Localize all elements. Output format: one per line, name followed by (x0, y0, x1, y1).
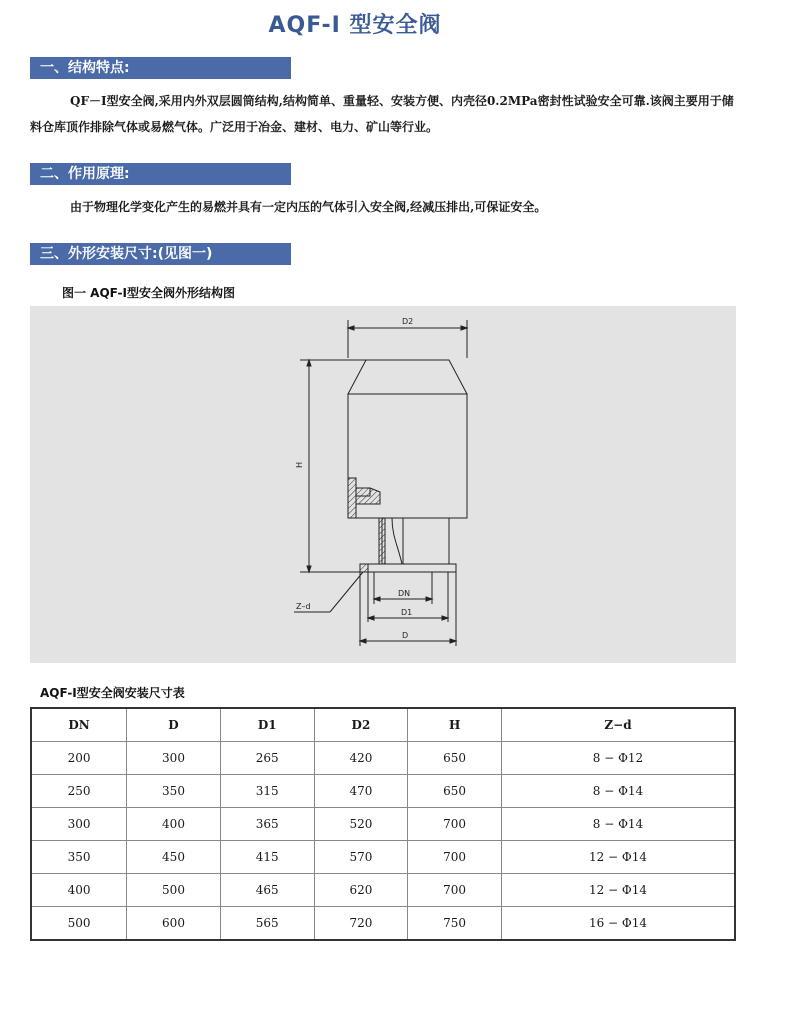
label-d2: D2 (402, 317, 414, 326)
table-row (31, 907, 735, 941)
cell: 570 (314, 841, 408, 874)
page-title: AQF-Ⅰ 型安全阀 (268, 13, 442, 38)
label-d1: D1 (401, 608, 413, 617)
cell: 8 − Φ14 (501, 808, 735, 841)
cell: 365 (220, 808, 314, 841)
header-dn: DN (31, 708, 127, 742)
figure-caption: 图一 AQF-Ⅰ型安全阀外形结构图 (62, 286, 235, 300)
section-heading-principle: 二、作用原理: (30, 163, 291, 185)
header-zd: Z−d (501, 708, 735, 742)
cell: 12 − Φ14 (501, 841, 735, 874)
cell: 16 − Φ14 (501, 907, 735, 941)
cell: 650 (408, 742, 502, 775)
principle-paragraph (30, 194, 740, 220)
cell: 520 (314, 808, 408, 841)
label-dn: DN (398, 589, 411, 598)
header-h: H (408, 708, 502, 742)
cell: 565 (220, 907, 314, 941)
table-row (31, 874, 735, 907)
table-caption: AQF-Ⅰ型安全阀安装尺寸表 (40, 686, 185, 700)
label-d: D (402, 631, 409, 640)
cell: 265 (220, 742, 314, 775)
cell: 420 (314, 742, 408, 775)
cell: 450 (127, 841, 221, 874)
table-row (31, 841, 735, 874)
cell: 250 (31, 775, 127, 808)
cell: 300 (127, 742, 221, 775)
header-d2: D2 (314, 708, 408, 742)
cell: 12 − Φ14 (501, 874, 735, 907)
cell: 500 (31, 907, 127, 941)
header-d: D (127, 708, 221, 742)
cell: 415 (220, 841, 314, 874)
table-header-row (31, 708, 735, 742)
structure-paragraph (30, 88, 740, 140)
cell: 650 (408, 775, 502, 808)
cell: 315 (220, 775, 314, 808)
principle-text: 由于物理化学变化产生的易燃并具有一定内压的气体引入安全阀,经减压排出,可保证安全。 (70, 200, 547, 214)
cell: 400 (31, 874, 127, 907)
table-row (31, 808, 735, 841)
cell: 300 (31, 808, 127, 841)
cell: 500 (127, 874, 221, 907)
cell: 8 − Φ14 (501, 775, 735, 808)
cell: 200 (31, 742, 127, 775)
cell: 620 (314, 874, 408, 907)
cell: 465 (220, 874, 314, 907)
cell: 700 (408, 841, 502, 874)
valve-drawing (30, 306, 736, 663)
cell: 400 (127, 808, 221, 841)
valve-diagram (30, 306, 736, 663)
structure-text: QF－Ⅰ型安全阀,采用内外双层圆筒结构,结构简单、重量轻、安装方便、内壳径0.2MPa密封性试验安全可靠.该阀主要用于储料仓库顶作排除气体或易燃气体。广泛用于冶金、建材、电力、矿山等行业。 (30, 94, 734, 134)
cell: 600 (127, 907, 221, 941)
header-d1: D1 (220, 708, 314, 742)
cell: 350 (31, 841, 127, 874)
cell: 8 − Φ12 (501, 742, 735, 775)
cell: 720 (314, 907, 408, 941)
label-h: H (295, 461, 304, 468)
cell: 700 (408, 808, 502, 841)
section-heading-structure: 一、结构特点: (30, 57, 291, 79)
cell: 750 (408, 907, 502, 941)
section-heading-dimensions: 三、外形安装尺寸:(见图一) (30, 243, 291, 265)
table-row (31, 742, 735, 775)
label-zd: Z–d (296, 602, 311, 611)
cell: 470 (314, 775, 408, 808)
cell: 700 (408, 874, 502, 907)
dimensions-table (30, 707, 736, 941)
cell: 350 (127, 775, 221, 808)
table-row (31, 775, 735, 808)
